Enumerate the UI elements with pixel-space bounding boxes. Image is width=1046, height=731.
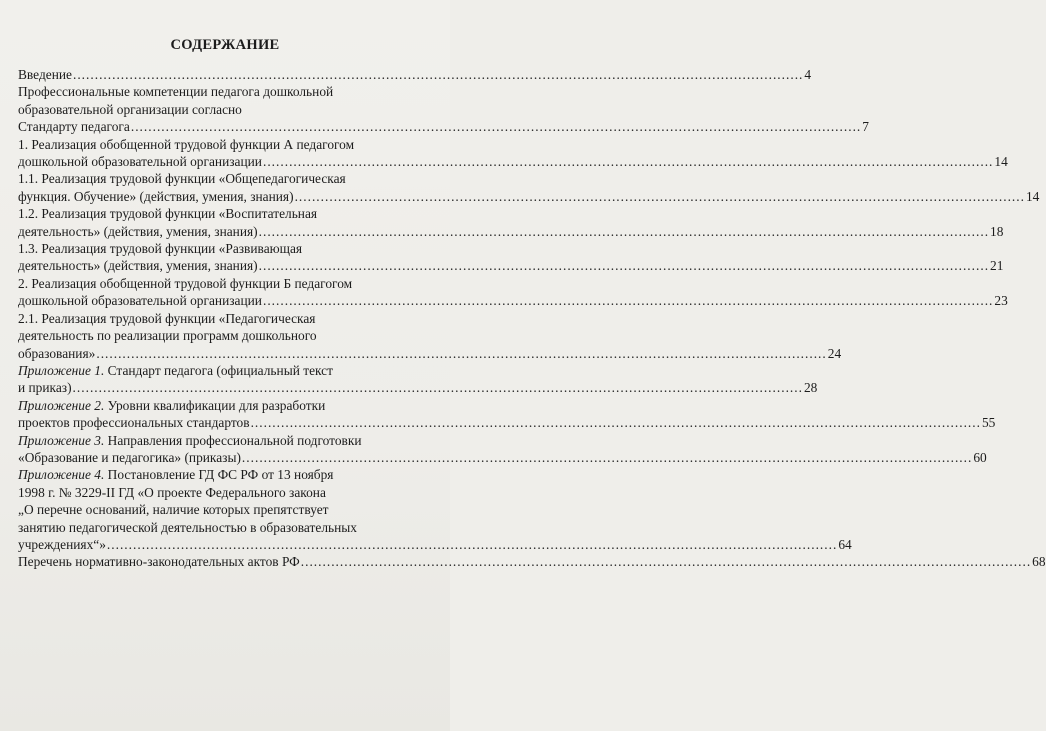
page-number: 21: [990, 258, 1004, 274]
toc-entry-text: Приложение 4. Постановление ГД ФС РФ от 13 ноября: [18, 467, 334, 483]
toc-entry[interactable]: [18, 397, 996, 432]
page-number: 23: [994, 293, 1008, 309]
toc-entry-text: Приложение 2. Уровни квалификации для разработки: [18, 397, 326, 413]
toc-entry-text: Приложение 3. Направления профессиональной подготовки: [18, 432, 362, 448]
appendix-label: Приложение 4.: [18, 467, 105, 483]
dot-leader: [263, 153, 993, 170]
toc-entry-text: 1.1. Реализация трудовой функции «Общепедагогическая: [18, 171, 346, 187]
toc-entry-text: деятельность по реализации программ дошкольного: [18, 328, 317, 344]
toc-entry-text: Введение: [18, 67, 72, 82]
appendix-label: Приложение 1.: [18, 362, 105, 378]
toc-entry[interactable]: [18, 553, 1046, 570]
toc-entry-text: „О перечне оснований, наличие которых препятствует: [18, 502, 329, 518]
appendix-label: Приложение 3.: [18, 432, 105, 448]
dot-leader: [73, 379, 803, 396]
page-number: 14: [1025, 188, 1040, 204]
toc-entry-text: Профессиональные компетенции педагога дошкольной: [18, 84, 334, 100]
toc-entry[interactable]: [18, 136, 1008, 171]
dot-leader: [73, 66, 803, 83]
toc-entry[interactable]: [18, 205, 1004, 240]
page-number: 14: [994, 154, 1008, 170]
dot-leader: [301, 553, 1031, 570]
dot-leader: [251, 414, 981, 431]
toc-entry-text: 1. Реализация обобщенной трудовой функции А педагогом: [18, 136, 355, 152]
page-number: 68: [1032, 554, 1046, 570]
toc-entry[interactable]: [18, 275, 1008, 310]
toc-entry-text: дошкольной образовательной организации: [18, 154, 262, 170]
toc-entry[interactable]: [18, 170, 1040, 205]
dot-leader: [242, 449, 972, 466]
dot-leader: [259, 257, 989, 274]
toc-entry[interactable]: [18, 66, 812, 83]
toc-entry-text: дошкольной образовательной организации: [18, 293, 262, 309]
appendix-label: Приложение 2.: [18, 397, 105, 413]
toc-entry[interactable]: [18, 240, 1004, 275]
dot-leader: [131, 118, 861, 135]
toc-entry[interactable]: [18, 432, 987, 467]
page-number: 4: [804, 67, 812, 82]
toc-entry-text: 2. Реализация обобщенной трудовой функции Б педагогом: [18, 275, 353, 291]
toc-entry[interactable]: [18, 362, 818, 397]
toc-entry-text: функция. Обучение» (действия, умения, знания): [18, 188, 294, 204]
toc-entry-text: образовательной организации согласно: [18, 101, 242, 117]
dot-leader: [259, 223, 989, 240]
toc-entry-text: проектов профессиональных стандартов: [18, 415, 250, 431]
page-number: 64: [838, 536, 852, 552]
page-number: 7: [862, 119, 869, 135]
toc-entry-text: и приказ): [18, 380, 72, 396]
toc-entry-text: «Образование и педагогика» (приказы): [18, 449, 241, 465]
toc-entry-text: образования»: [18, 345, 96, 361]
toc-entry-text: деятельность» (действия, умения, знания): [18, 223, 258, 239]
dot-leader: [96, 345, 826, 362]
dot-leader: [107, 536, 837, 553]
toc-entry-text: учреждениях“»: [18, 536, 106, 552]
toc-entry[interactable]: [18, 310, 842, 362]
page-number: 60: [973, 449, 987, 465]
toc-entry[interactable]: [18, 83, 869, 135]
toc-entry-text: Стандарту педагога: [18, 119, 130, 135]
page-title: СОДЕРЖАНИЕ: [170, 37, 280, 53]
toc-entry-text: 1998 г. № 3229-II ГД «О проекте Федерального закона: [18, 484, 326, 500]
page-number: 28: [803, 380, 818, 396]
dot-leader: [295, 188, 1025, 205]
toc-entry-text: занятию педагогической деятельностью в образовательных: [18, 519, 357, 535]
page-number: 18: [990, 223, 1004, 239]
toc-entry-text: Приложение 1. Стандарт педагога (официальный текст: [18, 362, 333, 378]
dot-leader: [263, 292, 993, 309]
toc-entry-text: Перечень нормативно-законодательных актов РФ: [18, 554, 300, 570]
toc-entry-text: 2.1. Реализация трудовой функции «Педагогическая: [18, 310, 316, 326]
toc-entry-text: 1.2. Реализация трудовой функции «Воспитательная: [18, 206, 318, 222]
page-number: 55: [981, 415, 996, 431]
toc-entry-text: 1.3. Реализация трудовой функции «Развивающая: [18, 241, 303, 257]
toc-entry-text: деятельность» (действия, умения, знания): [18, 258, 258, 274]
toc-entry[interactable]: [18, 466, 852, 553]
table-of-contents: [18, 66, 1046, 571]
page-number: 24: [827, 345, 842, 361]
